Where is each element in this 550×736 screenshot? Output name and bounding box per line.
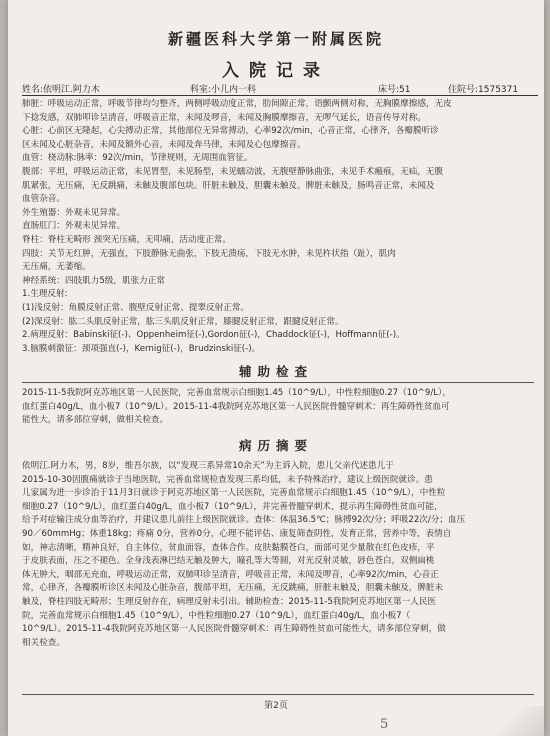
exam-line: (2)深反射：肱二头肌反射正常，肱三头肌反射正常，膝腱反射正常，跟腱反射正常。 <box>22 316 344 327</box>
patient-info-row <box>22 82 538 96</box>
aux-exam-heading: 辅助检查 <box>238 364 313 379</box>
history-line: 细胞0.27（10^9/L），血红蛋白40g/L，血小板7（10^9/L），并完善骨髓穿刺术，提示再生障碍性贫血可能， <box>22 501 443 512</box>
exam-line: 神经系统：四肢肌力5级，肌张力正常 <box>22 275 165 286</box>
history-summary-section <box>22 460 534 650</box>
divider <box>22 382 534 383</box>
exam-line: 血管：桡动脉:脉率：92次/min，节律规则，无周围血管征。 <box>22 153 253 164</box>
history-line: 于皮肤表面，压之不褪色。全身浅表淋巴结无触及肿大，瞳孔等大等圆，对光反射灵敏，唇色苍白，双侧扁桃 <box>22 556 435 567</box>
exam-line: 3.脑膜刺激征：颈项强直(-)，Kernig征(-)，Brudzinski征(-)。 <box>22 343 261 354</box>
history-line: 院，完善血常规示白细胞1.45（10^9/L），中性粒细胞0.27（10^9/L），血红蛋白40g/L，血小板7（ <box>22 610 411 621</box>
history-line: 触及，脊柱四肢无畸形；生理反射存在，病理反射未引出。辅助检查：2015-11-5我院阿克苏地区第一人民医 <box>22 596 437 607</box>
exam-line: 四肢：关节无红肿，无强直，下肢静脉无曲张，下肢无溃疡，下肢无水肿，未见杵状指（趾），肌肉 <box>22 248 396 259</box>
document-title: 入院记录 <box>222 61 330 81</box>
aux-exam-section <box>22 387 534 428</box>
patient-bed: 床号:51 <box>378 85 411 95</box>
exam-line: 血管杂音。 <box>22 194 65 205</box>
history-line: 依明江.阿力木，男，8岁，维吾尔族，以“发现三系异常10余天”为主诉入院，患儿父亲代述患儿于 <box>22 461 394 471</box>
history-summary-heading: 病历摘要 <box>238 438 313 453</box>
page-curl-shadow <box>484 706 544 736</box>
exam-line: 区未闻及心脏杂音，未闻及额外心音，未闻及奔马律，未闻及心包摩擦音。 <box>22 139 306 150</box>
history-line: 如，神志清晰，精神良好，自主体位，贫血面容，查体合作。皮肤黏膜苍白，面部可见少量散在红色皮疹，平 <box>22 542 435 553</box>
aux-line: 能性大，请多部位穿刺，做相关检查。 <box>22 415 169 426</box>
hospital-name: 新疆医科大学第一附属医院 <box>167 30 384 48</box>
history-line: 体无肿大，咽部无充血，呼吸运动正常，双肺叩诊呈清音，呼吸音正常，未闻及啰音，心率92次/min，心音正 <box>22 569 439 580</box>
record-sheet <box>8 0 544 736</box>
aux-line: 2015-11-5我院阿克苏地区第一人民医院，完善血常规示白细胞1.45（10^9/L），中性粒细胞0.27（10^9/L）， <box>22 388 451 398</box>
exam-line: 2.病理反射：Babinski征(-)、Oppenheim征(-),Gordon征(-)，Chaddock征(-)，Hoffmann征(-)。 <box>22 330 405 341</box>
footer-divider <box>22 694 534 695</box>
history-line: 儿家属为进一步诊治于11月3日就诊于阿克苏地区第一人民医院，完善血常规示白细胞1.45（10^9/L），中性粒 <box>22 488 446 499</box>
exam-line: 腹部：平坦，呼吸运动正常，未见胃型，未见肠型，未见蠕动波，无腹壁静脉曲张，未见手术瘢痕，无疝，无腹 <box>22 166 444 177</box>
history-line: 2015-10-30因腹痛就诊于当地医院，完善血常规检查发现三系均低，未予特殊治疗，建议上级医院就诊。患 <box>22 474 433 485</box>
exam-line: 心脏：心前区无隆起，心尖搏动正常，其他部位无异常搏动，心率92次/min，心音正常，心律齐，各瓣膜听诊 <box>22 126 439 137</box>
admission-number: 住院号:1575371 <box>448 85 519 95</box>
page-number: 第2页 <box>264 701 288 711</box>
history-line: 常，心律齐，各瓣膜听诊区未闻及心脏杂音，腹部平坦，无压痛，无反跳痛，肝脏未触及，胆囊未触及，脾脏未 <box>22 583 444 594</box>
exam-line: 肌紧张，无压痛，无反跳痛，未触及腹部包块。肝脏未触及，胆囊未触及。脾脏未触及，肠鸣音正常，未闻及 <box>22 180 435 191</box>
history-line: 10^9/L）。2015-11-4我院阿克苏地区第一人民医院骨髓穿刺术：再生障碍性贫血可能性大，请多部位穿刺，做 <box>22 624 446 635</box>
patient-department: 科室:小儿内一科 <box>190 85 257 95</box>
exam-line: 无压痛，无萎缩。 <box>22 262 91 273</box>
exam-line: 脊柱：脊柱无畸形 颈突无压痛，无叩痛，活动度正常。 <box>22 234 231 245</box>
exam-line: 肺脏：呼吸运动正常，呼吸节律均匀整齐，两侧呼吸动度正常，肋间隙正常，语颤两侧对称，无胸膜摩擦感，无皮 <box>22 99 452 109</box>
exam-line: 直肠肛门：外观未见异常。 <box>22 221 126 232</box>
exam-line: (1)浅反射：角膜反射正常、腹壁反射正常、提睾反射正常。 <box>22 302 250 313</box>
history-line: 90／60mmHg；体重18kg；疼痛 0分，营养0分，心理不能评估、康复筛查阴性，发育正常，营养中等，表情自 <box>22 528 452 539</box>
exam-line: 1.生理反射: <box>22 289 68 300</box>
handwritten-mark: 5 <box>380 717 389 732</box>
physical-exam-section <box>22 98 534 356</box>
patient-name: 姓名:依明江.阿力木 <box>22 85 100 95</box>
exam-line: 外生殖器：外观未见异常。 <box>22 207 126 218</box>
aux-line: 血红蛋白40g/L，血小板7（10^9/L）。2015-11-4我院阿克苏地区第一人民医院骨髓穿刺术：再生障碍性贫血可 <box>22 401 450 412</box>
history-line: 相关检查。 <box>22 637 65 648</box>
history-line: 给予对症输注成分血等治疗，并建议患儿前往上级医院就诊。查体：体温36.5℃；脉搏92次/分；呼吸22次/分；血压 <box>22 515 466 526</box>
exam-line: 下捻发感，双肺叩诊呈清音，呼吸音正常，未闻及啰音，未闻及胸膜摩擦音，无啰气延长，语音传导对称。 <box>22 112 426 123</box>
